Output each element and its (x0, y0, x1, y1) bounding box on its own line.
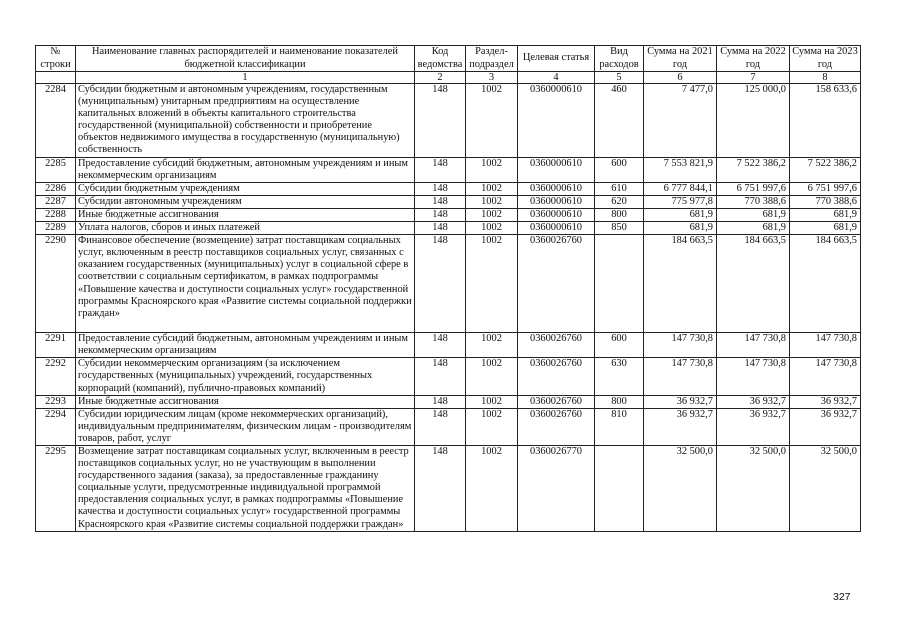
row-number: 2293 (36, 395, 76, 408)
column-number: 2 (415, 72, 466, 84)
sum-2022: 7 522 386,2 (717, 157, 790, 182)
budget-document (35, 45, 861, 532)
target-article: 0360000610 (518, 182, 595, 195)
target-article: 0360000610 (518, 222, 595, 235)
sum-2023: 7 522 386,2 (790, 157, 861, 182)
department-code: 148 (415, 208, 466, 221)
sum-2022: 36 932,7 (717, 408, 790, 445)
table-row (36, 408, 861, 445)
sum-2021: 7 553 821,9 (644, 157, 717, 182)
section-code: 1002 (466, 157, 518, 182)
col-header-expense-type: Вид расходов (595, 46, 644, 72)
department-code: 148 (415, 84, 466, 158)
expense-type (595, 445, 644, 531)
table-row (36, 358, 861, 395)
section-code: 1002 (466, 84, 518, 158)
row-number: 2295 (36, 445, 76, 531)
table-row (36, 235, 861, 333)
sum-2022: 147 730,8 (717, 358, 790, 395)
section-code: 1002 (466, 222, 518, 235)
expense-type: 800 (595, 208, 644, 221)
sum-2023: 184 663,5 (790, 235, 861, 333)
column-number-blank (36, 72, 76, 84)
section-code: 1002 (466, 195, 518, 208)
target-article: 0360026760 (518, 333, 595, 358)
department-code: 148 (415, 182, 466, 195)
row-name: Предоставление субсидий бюджетным, автономным учреждениям и иным некоммерческим организациям (76, 157, 415, 182)
row-number: 2292 (36, 358, 76, 395)
sum-2021: 6 777 844,1 (644, 182, 717, 195)
sum-2022: 184 663,5 (717, 235, 790, 333)
expense-type: 810 (595, 408, 644, 445)
sum-2022: 6 751 997,6 (717, 182, 790, 195)
sum-2021: 36 932,7 (644, 408, 717, 445)
section-code: 1002 (466, 408, 518, 445)
table-row (36, 222, 861, 235)
sum-2021: 184 663,5 (644, 235, 717, 333)
target-article: 0360000610 (518, 84, 595, 158)
col-header-sum-2022: Сумма на 2022 год (717, 46, 790, 72)
sum-2021: 775 977,8 (644, 195, 717, 208)
row-number: 2287 (36, 195, 76, 208)
department-code: 148 (415, 333, 466, 358)
section-code: 1002 (466, 182, 518, 195)
sum-2023: 681,9 (790, 208, 861, 221)
col-header-section: Раздел-подраздел (466, 46, 518, 72)
target-article: 0360026770 (518, 445, 595, 531)
sum-2023: 147 730,8 (790, 358, 861, 395)
col-header-name: Наименование главных распорядителей и наименование показателей бюджетной классификации (76, 46, 415, 72)
column-number: 3 (466, 72, 518, 84)
sum-2021: 681,9 (644, 222, 717, 235)
expense-type (595, 235, 644, 333)
sum-2023: 36 932,7 (790, 408, 861, 445)
row-name: Финансовое обеспечение (возмещение) затрат поставщикам социальных услуг, включенным в реестр поставщиков социальных услуг, связанных с оказанием государственных (муниципальных) услуг в социальной сфере в соответствии с социальным сертификатом, в рамках подпрограммы «Повышение качества и доступности социальных услуг» государственной программы Красноярского края «Развитие системы социальной поддержки граждан» (76, 235, 415, 333)
row-name: Возмещение затрат поставщикам социальных услуг, включенным в реестр поставщиков социальных услуг, но не участвующим в выполнении государственного задания (заказа), за предоставленные гражданину социальные услуги, предусмотренные индивидуальной программой предоставления социальных услуг, в рамках подпрограммы «Повышение качества и доступности социальных услуг» государственной программы Красноярского края «Развитие системы социальной поддержки граждан» (76, 445, 415, 531)
column-number-row (36, 72, 861, 84)
section-code: 1002 (466, 333, 518, 358)
department-code: 148 (415, 358, 466, 395)
department-code: 148 (415, 195, 466, 208)
sum-2021: 681,9 (644, 208, 717, 221)
department-code: 148 (415, 235, 466, 333)
column-number: 6 (644, 72, 717, 84)
table-row (36, 445, 861, 531)
sum-2022: 32 500,0 (717, 445, 790, 531)
row-name: Субсидии бюджетным и автономным учреждениям, государственным (муниципальным) унитарным предприятиям на осуществление капитальных вложений в объекты капитального строительства государственной (муниципальной) собственности и приобретение объектов недвижимого имущества в государственную (муниципальную) собственность (76, 84, 415, 158)
expense-type: 600 (595, 333, 644, 358)
row-number: 2290 (36, 235, 76, 333)
section-code: 1002 (466, 208, 518, 221)
row-name: Иные бюджетные ассигнования (76, 395, 415, 408)
expense-type: 620 (595, 195, 644, 208)
sum-2022: 125 000,0 (717, 84, 790, 158)
expense-type: 610 (595, 182, 644, 195)
sum-2023: 770 388,6 (790, 195, 861, 208)
table-row (36, 157, 861, 182)
row-number: 2286 (36, 182, 76, 195)
section-code: 1002 (466, 445, 518, 531)
row-name: Субсидии автономным учреждениям (76, 195, 415, 208)
table-row (36, 195, 861, 208)
sum-2022: 681,9 (717, 222, 790, 235)
section-code: 1002 (466, 235, 518, 333)
col-header-row-number: № строки (36, 46, 76, 72)
row-name: Предоставление субсидий бюджетным, автономным учреждениям и иным некоммерческим организациям (76, 333, 415, 358)
sum-2022: 147 730,8 (717, 333, 790, 358)
target-article: 0360026760 (518, 395, 595, 408)
row-name: Субсидии некоммерческим организациям (за исключением государственных (муниципальных) учреждений, государственных корпораций (компаний), публично-правовых компаний) (76, 358, 415, 395)
row-number: 2288 (36, 208, 76, 221)
target-article: 0360026760 (518, 408, 595, 445)
department-code: 148 (415, 445, 466, 531)
col-header-department-code: Код ведомства (415, 46, 466, 72)
target-article: 0360026760 (518, 235, 595, 333)
row-number: 2294 (36, 408, 76, 445)
col-header-target-article: Целевая статья (518, 46, 595, 72)
sum-2023: 36 932,7 (790, 395, 861, 408)
budget-table (35, 45, 861, 532)
col-header-sum-2023: Сумма на 2023 год (790, 46, 861, 72)
target-article: 0360000610 (518, 157, 595, 182)
column-number: 1 (76, 72, 415, 84)
sum-2021: 32 500,0 (644, 445, 717, 531)
row-name: Иные бюджетные ассигнования (76, 208, 415, 221)
expense-type: 600 (595, 157, 644, 182)
sum-2023: 158 633,6 (790, 84, 861, 158)
row-number: 2285 (36, 157, 76, 182)
header-row (36, 46, 861, 72)
row-number: 2284 (36, 84, 76, 158)
column-number: 4 (518, 72, 595, 84)
target-article: 0360026760 (518, 358, 595, 395)
sum-2021: 7 477,0 (644, 84, 717, 158)
department-code: 148 (415, 395, 466, 408)
sum-2022: 681,9 (717, 208, 790, 221)
expense-type: 850 (595, 222, 644, 235)
table-row (36, 208, 861, 221)
page-number: 327 (833, 591, 851, 603)
sum-2023: 32 500,0 (790, 445, 861, 531)
expense-type: 460 (595, 84, 644, 158)
section-code: 1002 (466, 395, 518, 408)
sum-2022: 36 932,7 (717, 395, 790, 408)
target-article: 0360000610 (518, 208, 595, 221)
table-row (36, 182, 861, 195)
sum-2023: 147 730,8 (790, 333, 861, 358)
sum-2021: 147 730,8 (644, 358, 717, 395)
sum-2021: 36 932,7 (644, 395, 717, 408)
table-row (36, 84, 861, 158)
department-code: 148 (415, 408, 466, 445)
row-number: 2289 (36, 222, 76, 235)
department-code: 148 (415, 157, 466, 182)
col-header-sum-2021: Сумма на 2021 год (644, 46, 717, 72)
row-number: 2291 (36, 333, 76, 358)
expense-type: 630 (595, 358, 644, 395)
table-row (36, 395, 861, 408)
row-name: Уплата налогов, сборов и иных платежей (76, 222, 415, 235)
sum-2023: 681,9 (790, 222, 861, 235)
sum-2022: 770 388,6 (717, 195, 790, 208)
expense-type: 800 (595, 395, 644, 408)
department-code: 148 (415, 222, 466, 235)
row-name: Субсидии юридическим лицам (кроме некоммерческих организаций), индивидуальным предпринимателям, физическим лицам - производителям товаров, работ, услуг (76, 408, 415, 445)
column-number: 7 (717, 72, 790, 84)
target-article: 0360000610 (518, 195, 595, 208)
column-number: 8 (790, 72, 861, 84)
table-row (36, 333, 861, 358)
sum-2023: 6 751 997,6 (790, 182, 861, 195)
row-name: Субсидии бюджетным учреждениям (76, 182, 415, 195)
sum-2021: 147 730,8 (644, 333, 717, 358)
column-number: 5 (595, 72, 644, 84)
section-code: 1002 (466, 358, 518, 395)
